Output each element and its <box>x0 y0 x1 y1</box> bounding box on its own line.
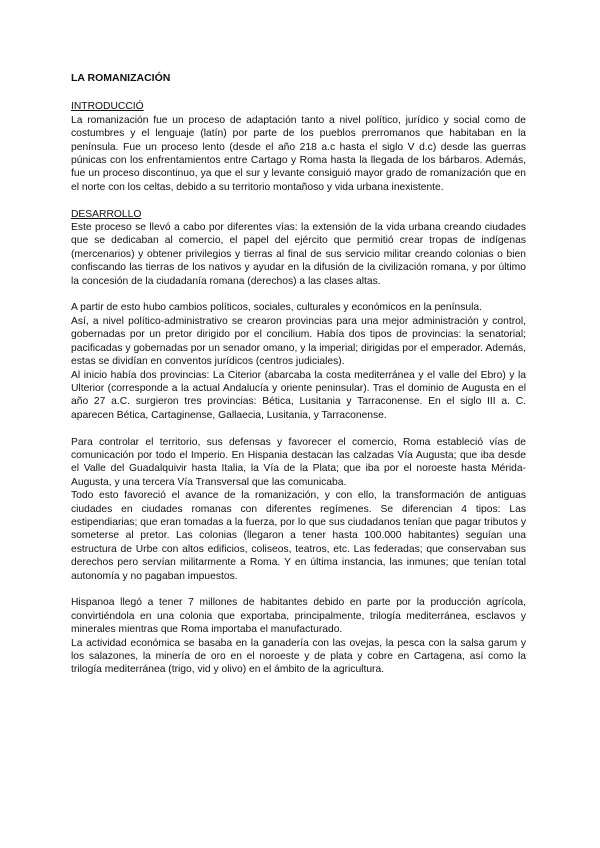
development-paragraph-7: Hispanoa llegó a tener 7 millones de habitantes debido en parte por la producción agrícola, convirtiéndola en una colonia que exportaba, principalmente, trilogía mediterránea, esclavos y minerales mientras que Roma importaba el manufacturado. <box>71 597 526 636</box>
spacer <box>71 288 526 301</box>
development-paragraph-8: La actividad económica se basaba en la ganadería con las ovejas, la pesca con la salsa garum y los salazones, la minería de oro en el noroeste y de plata y cobre en Cartagena, así como la trilogía mediterránea (trigo, vid y olivo) en el ámbito de la agricultura. <box>71 637 526 676</box>
spacer <box>71 583 526 596</box>
development-paragraph-3: Así, a nivel político-administrativo se crearon provincias para una mejor administración y control, gobernadas por un pretor dirigido por el concilium. Había dos tipos de provincias: la senatorial; pacificadas y gobernadas por un senador omano, y la imperial; dirigidas por el emperador. Además, estas se dividían en conventos jurídicos (centros judiciales). <box>71 315 526 368</box>
development-paragraph-2: A partir de esto hubo cambios políticos, sociales, culturales y económicos en la península. <box>71 302 482 314</box>
document-title: LA ROMANIZACIÓN <box>71 72 171 84</box>
spacer <box>71 422 526 435</box>
development-paragraph-4: Al inicio había dos provincias: La Citerior (abarcaba la costa mediterránea y el valle del Ebro) y la Ulterior (corresponde a la actual Andalucía y oriente peninsular). Tras el dominio de Augusta en el año 27 a.C. surgieron tres provincias: Bética, Lusitania y Tarraconense. En el siglo III a. C. aparecen Bética, Cartaginense, Gallaecia, Lusitania, y Tarraconense. <box>71 369 526 421</box>
development-heading: DESARROLLO <box>71 208 142 220</box>
intro-paragraph: La romanización fue un proceso de adaptación tanto a nivel político, jurídico y social como de costumbres y el lenguaje (latín) por parte de los pueblos prerromanos que habitaban en la península. Fue un proceso lento (desde el año 218 a.c hasta el siglo V d.c) desde las guerras púnicas con los enfrentamientos entre Cartago y Roma hasta la llegada de los bárbaros. Además, fue un proceso discontinuo, ya que el sur y levante consiguió mayor grado de romanización que en el norte con los celtas, debido a su territorio montañoso y vida urbana inexistente. <box>71 114 526 193</box>
document-page <box>71 72 526 677</box>
development-paragraph-6: Todo esto favoreció el avance de la romanización, y con ello, la transformación de antiguas ciudades en ciudades romanas con diferentes regímenes. Se diferencian 4 tipos: Las estipendiarias; que eran tomadas a la fuerza, por lo que sus ciudadanos tenían que pagar tributos y someterse al pretor. Las colonias (llegaron a tener hasta 100.000 habitantes) seguían una estructura de Urbe con altos edificios, coliseos, teatros, etc. Las federadas; que conservaban sus derechos pero servían militarmente a Roma. Y en última instancia, las inmunes; que tenían total autonomía y no pagaban impuestos. <box>71 490 526 582</box>
spacer <box>71 194 526 207</box>
development-paragraph-1: Este proceso se llevó a cabo por diferentes vías: la extensión de la vida urbana creando ciudades que se dedicaban al comercio, el papel del ejército que permitió crear tropas de indígenas (mercenarios) y obtener privilegios y tierras al final de sus servicio militar creando colonias o bien confiscando las tierras de los nativos y ayudar en la difusión de la civilización romana, y por último la concesión de la ciudadanía romana (derechos) a las clases altas. <box>71 222 526 287</box>
development-paragraph-5: Para controlar el territorio, sus defensas y favorecer el comercio, Roma estableció vías de comunicación por todo el Imperio. En Hispania destacan las calzadas Vía Augusta; que iba desde el Valle del Guadalquivir hasta Italia, la Vía de la Plata; que iba por el noroeste hasta Mérida-Augusta, y una tercera Vía Transversal que las comunicaba. <box>71 436 526 488</box>
intro-heading: INTRODUCCIÓ <box>71 101 144 113</box>
